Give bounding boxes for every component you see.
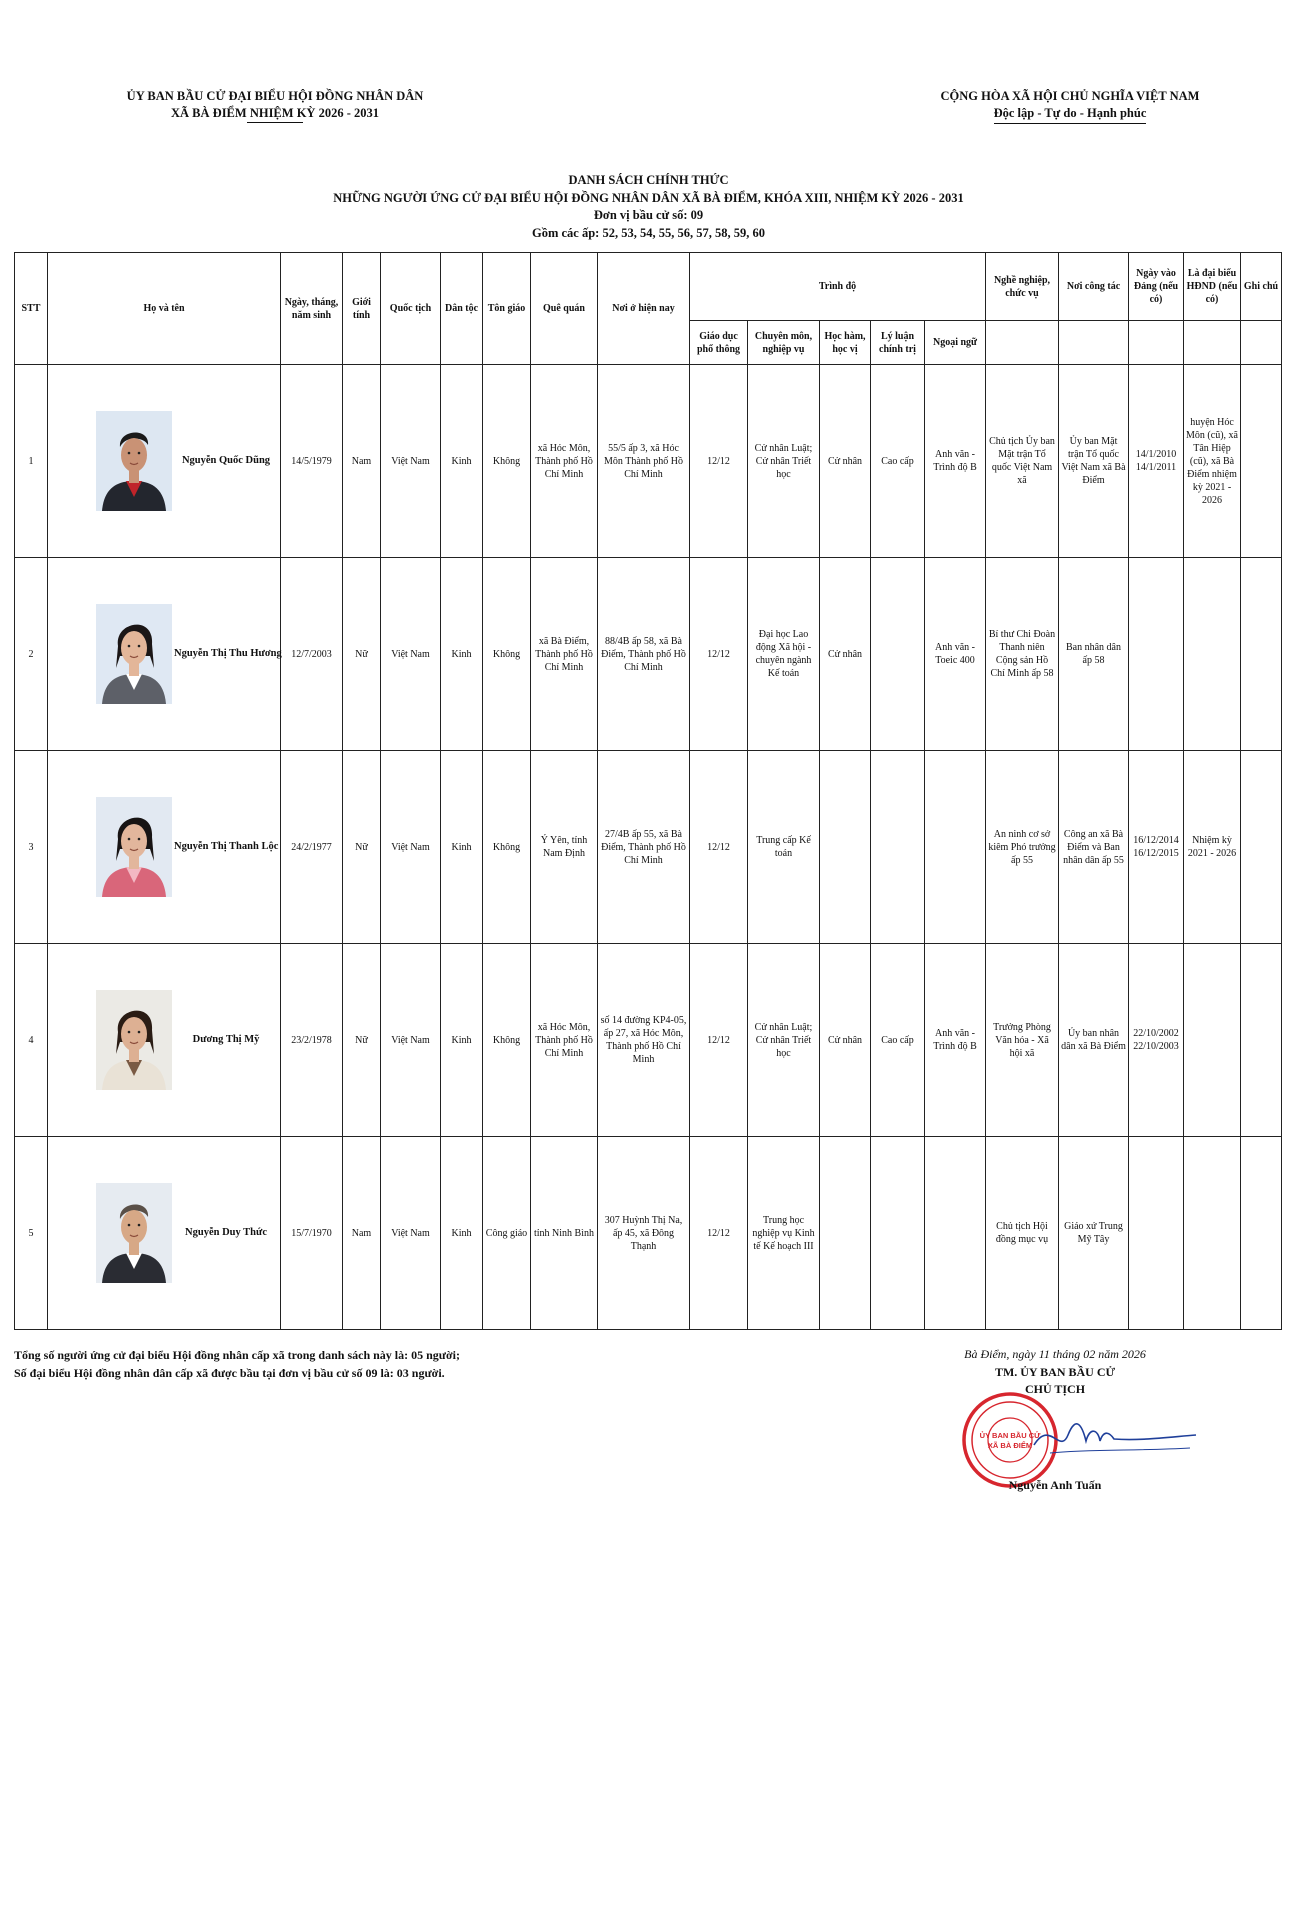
cell-religion: Công giáo (483, 1137, 531, 1330)
cell-gender: Nam (343, 1137, 381, 1330)
candidate-photo (96, 604, 172, 704)
cell-specialty: Trung cấp Kế toán (748, 751, 820, 944)
col-nationality: Quốc tịch (381, 253, 441, 365)
signer-name: Nguyễn Anh Tuấn (1008, 1478, 1102, 1492)
candidate-table (14, 252, 1282, 1330)
candidate-name: Nguyễn Thị Thanh Lộc (174, 841, 279, 852)
cell-nationality: Việt Nam (381, 365, 441, 558)
portrait-man-suit-icon (96, 1275, 172, 1283)
cell-occupation: An ninh cơ sở kiêm Phó trưởng ấp 55 (986, 751, 1059, 944)
sign-date: Bà Điểm, ngày 11 tháng 02 năm 2026 (964, 1347, 1146, 1361)
portrait-woman-dark-jacket-icon (96, 1082, 172, 1090)
cell-academic: Cử nhân (820, 365, 871, 558)
summary-line-1: Tổng số người ứng cử đại biểu Hội đồng nhân cấp xã trong danh sách này là: 05 người; (14, 1348, 460, 1362)
issuer-line-1: ỦY BAN BẦU CỬ ĐẠI BIỂU HỘI ĐỒNG NHÂN DÂN (126, 89, 424, 103)
cell-gender: Nữ (343, 558, 381, 751)
cell-party-date: 22/10/2002 22/10/2003 (1129, 944, 1184, 1137)
cell-political (871, 1137, 925, 1330)
cell-dob: 12/7/2003 (281, 558, 343, 751)
col-education-group: Trình độ (690, 253, 986, 321)
cell-gender: Nữ (343, 944, 381, 1137)
cell-nationality: Việt Nam (381, 944, 441, 1137)
cell-delegate: Nhiệm kỳ 2021 - 2026 (1184, 751, 1241, 944)
candidate-name: Dương Thị Mỹ (192, 1034, 260, 1045)
cell-name (48, 751, 281, 944)
document-title (0, 172, 1297, 242)
candidate-name: Nguyễn Thị Thu Hương (174, 648, 282, 659)
cell-residence: 55/5 ấp 3, xã Hóc Môn Thành phố Hồ Chí Minh (598, 365, 690, 558)
cell-hometown: tỉnh Ninh Bình (531, 1137, 598, 1330)
col-stt: STT (15, 253, 48, 365)
empty-header-cell (1184, 321, 1241, 365)
portrait-man-red-tie-icon (96, 503, 172, 511)
col-party-date: Ngày vào Đảng (nếu có) (1129, 253, 1184, 321)
cell-note (1241, 944, 1282, 1137)
cell-academic: Cử nhân (820, 558, 871, 751)
cell-party-date (1129, 558, 1184, 751)
portrait-woman-pink-dress-icon (96, 889, 172, 897)
col-dob: Ngày, tháng, năm sinh (281, 253, 343, 365)
cell-ethnicity: Kinh (441, 558, 483, 751)
col-occupation: Nghề nghiệp, chức vụ (986, 253, 1059, 321)
col-specialty: Chuyên môn, nghiệp vụ (748, 321, 820, 365)
svg-text:ỦY BAN BẦU CỬ: ỦY BAN BẦU CỬ (979, 1431, 1041, 1440)
col-delegate: Là đại biểu HĐND (nếu có) (1184, 253, 1241, 321)
national-header (905, 88, 1235, 124)
col-ethnicity: Dân tộc (441, 253, 483, 365)
cell-language (925, 751, 986, 944)
cell-political (871, 751, 925, 944)
cell-hometown: xã Hóc Môn, Thành phố Hồ Chí Minh (531, 944, 598, 1137)
cell-ethnicity: Kinh (441, 751, 483, 944)
cell-general-edu: 12/12 (690, 365, 748, 558)
cell-ethnicity: Kinh (441, 944, 483, 1137)
cell-language: Anh văn - Toeic 400 (925, 558, 986, 751)
cell-hometown: Ý Yên, tỉnh Nam Định (531, 751, 598, 944)
col-religion: Tôn giáo (483, 253, 531, 365)
cell-nationality: Việt Nam (381, 558, 441, 751)
cell-general-edu: 12/12 (690, 751, 748, 944)
sign-org: TM. ỦY BAN BẦU CỬ (994, 1364, 1116, 1379)
col-language: Ngoại ngữ (925, 321, 986, 365)
national-motto-2: Độc lập - Tự do - Hạnh phúc (994, 105, 1147, 124)
cell-note (1241, 1137, 1282, 1330)
empty-header-cell (1059, 321, 1129, 365)
cell-dob: 24/2/1977 (281, 751, 343, 944)
cell-language: Anh văn - Trình độ B (925, 365, 986, 558)
cell-workplace: Ủy ban Mặt trận Tổ quốc Việt Nam xã Bà Điểm (1059, 365, 1129, 558)
candidate-row (15, 365, 1282, 558)
cell-general-edu: 12/12 (690, 944, 748, 1137)
cell-stt: 1 (15, 365, 48, 558)
candidate-row (15, 751, 1282, 944)
col-note: Ghi chú (1241, 253, 1282, 321)
cell-general-edu: 12/12 (690, 1137, 748, 1330)
cell-name (48, 365, 281, 558)
cell-workplace: Giáo xứ Trung Mỹ Tây (1059, 1137, 1129, 1330)
candidate-name: Nguyễn Quốc Dũng (181, 455, 271, 466)
cell-party-date: 14/1/2010 14/1/2011 (1129, 365, 1184, 558)
title-line-4: Gồm các ấp: 52, 53, 54, 55, 56, 57, 58, 59, 60 (532, 225, 765, 240)
cell-residence: 88/4B ấp 58, xã Bà Điểm, Thành phố Hồ Chí Minh (598, 558, 690, 751)
cell-political: Cao cấp (871, 944, 925, 1137)
title-line-2: NHỮNG NGƯỜI ỨNG CỬ ĐẠI BIỂU HỘI ĐỒNG NHÂN DÂN XÃ BÀ ĐIỂM, KHÓA XIII, NHIỆM KỲ 2026 - 2031 (333, 190, 964, 205)
cell-residence: 307 Huỳnh Thị Na, ấp 45, xã Đông Thạnh (598, 1137, 690, 1330)
cell-specialty: Đại học Lao động Xã hội - chuyên ngành Kế toán (748, 558, 820, 751)
candidate-row (15, 558, 1282, 751)
cell-dob: 23/2/1978 (281, 944, 343, 1137)
issuer-line-2: XÃ BÀ ĐIỂM NHIỆM KỲ 2026 - 2031 (171, 106, 379, 120)
cell-religion: Không (483, 365, 531, 558)
cell-religion: Không (483, 751, 531, 944)
candidate-name: Nguyễn Duy Thức (185, 1227, 267, 1238)
cell-stt: 5 (15, 1137, 48, 1330)
cell-note (1241, 365, 1282, 558)
cell-delegate: huyện Hóc Môn (cũ), xã Tân Hiệp (cũ), xã Bà Điểm nhiệm kỳ 2021 - 2026 (1184, 365, 1241, 558)
issuer-header (100, 88, 450, 122)
cell-occupation: Trưởng Phòng Văn hóa - Xã hội xã (986, 944, 1059, 1137)
cell-name (48, 558, 281, 751)
cell-workplace: Công an xã Bà Điểm và Ban nhân dân ấp 55 (1059, 751, 1129, 944)
handwritten-signature-icon (1030, 1415, 1200, 1460)
cell-religion: Không (483, 944, 531, 1137)
candidate-row (15, 944, 1282, 1137)
cell-occupation: Chủ tịch Ủy ban Mặt trận Tổ quốc Việt Nam xã (986, 365, 1059, 558)
col-hometown: Quê quán (531, 253, 598, 365)
cell-party-date: 16/12/2014 16/12/2015 (1129, 751, 1184, 944)
candidate-row (15, 1137, 1282, 1330)
cell-specialty: Trung học nghiệp vụ Kinh tế Kế hoạch III (748, 1137, 820, 1330)
summary-line-2: Số đại biểu Hội đồng nhân dân cấp xã được bầu tại đơn vị bầu cử số 09 là: 03 người. (14, 1366, 445, 1380)
cell-workplace: Ban nhân dân ấp 58 (1059, 558, 1129, 751)
sign-role: CHỦ TỊCH (1024, 1382, 1086, 1396)
empty-header-cell (1129, 321, 1184, 365)
cell-occupation: Chủ tịch Hội đồng mục vụ (986, 1137, 1059, 1330)
cell-residence: 27/4B ấp 55, xã Bà Điểm, Thành phố Hồ Chí Minh (598, 751, 690, 944)
cell-language: Anh văn - Trình độ B (925, 944, 986, 1137)
cell-nationality: Việt Nam (381, 751, 441, 944)
cell-party-date (1129, 1137, 1184, 1330)
cell-academic (820, 1137, 871, 1330)
cell-delegate (1184, 558, 1241, 751)
candidate-photo (96, 990, 172, 1090)
col-academic: Học hàm, học vị (820, 321, 871, 365)
cell-general-edu: 12/12 (690, 558, 748, 751)
title-line-1: DANH SÁCH CHÍNH THỨC (568, 173, 729, 187)
cell-academic (820, 751, 871, 944)
empty-header-cell (986, 321, 1059, 365)
cell-gender: Nữ (343, 751, 381, 944)
cell-ethnicity: Kinh (441, 1137, 483, 1330)
cell-name (48, 944, 281, 1137)
cell-workplace: Ủy ban nhân dân xã Bà Điểm (1059, 944, 1129, 1137)
portrait-woman-grey-jacket-icon (96, 696, 172, 704)
cell-specialty: Cử nhân Luật; Cử nhân Triết học (748, 365, 820, 558)
candidate-photo (96, 797, 172, 897)
national-motto-1: CỘNG HÒA XÃ HỘI CHỦ NGHĨA VIỆT NAM (940, 89, 1200, 103)
cell-delegate (1184, 944, 1241, 1137)
cell-religion: Không (483, 558, 531, 751)
cell-delegate (1184, 1137, 1241, 1330)
cell-ethnicity: Kinh (441, 365, 483, 558)
cell-name (48, 1137, 281, 1330)
svg-text:XÃ BÀ ĐIỂM: XÃ BÀ ĐIỂM (987, 1441, 1033, 1450)
cell-political: Cao cấp (871, 365, 925, 558)
cell-note (1241, 558, 1282, 751)
cell-occupation: Bí thư Chi Đoàn Thanh niên Cộng sản Hồ Chí Minh ấp 58 (986, 558, 1059, 751)
title-line-3: Đơn vị bầu cử số: 09 (593, 208, 704, 222)
cell-stt: 4 (15, 944, 48, 1137)
cell-residence: số 14 đường KP4-05, ấp 27, xã Hóc Môn, Thành phố Hồ Chí Minh (598, 944, 690, 1137)
col-name: Họ và tên (48, 253, 281, 365)
cell-hometown: xã Hóc Môn, Thành phố Hồ Chí Minh (531, 365, 598, 558)
cell-language (925, 1137, 986, 1330)
summary-note (14, 1346, 460, 1382)
cell-dob: 14/5/1979 (281, 365, 343, 558)
candidate-photo (96, 411, 172, 511)
cell-note (1241, 751, 1282, 944)
cell-political (871, 558, 925, 751)
cell-specialty: Cử nhân Luật; Cử nhân Triết học (748, 944, 820, 1137)
col-political: Lý luận chính trị (871, 321, 925, 365)
col-workplace: Nơi công tác (1059, 253, 1129, 321)
candidate-photo (96, 1183, 172, 1283)
col-residence: Nơi ở hiện nay (598, 253, 690, 365)
cell-nationality: Việt Nam (381, 1137, 441, 1330)
cell-stt: 2 (15, 558, 48, 751)
cell-dob: 15/7/1970 (281, 1137, 343, 1330)
cell-gender: Nam (343, 365, 381, 558)
cell-academic: Cử nhân (820, 944, 871, 1137)
cell-hometown: xã Bà Điểm, Thành phố Hồ Chí Minh (531, 558, 598, 751)
col-general-edu: Giáo dục phổ thông (690, 321, 748, 365)
empty-header-cell (1241, 321, 1282, 365)
cell-stt: 3 (15, 751, 48, 944)
col-gender: Giới tính (343, 253, 381, 365)
